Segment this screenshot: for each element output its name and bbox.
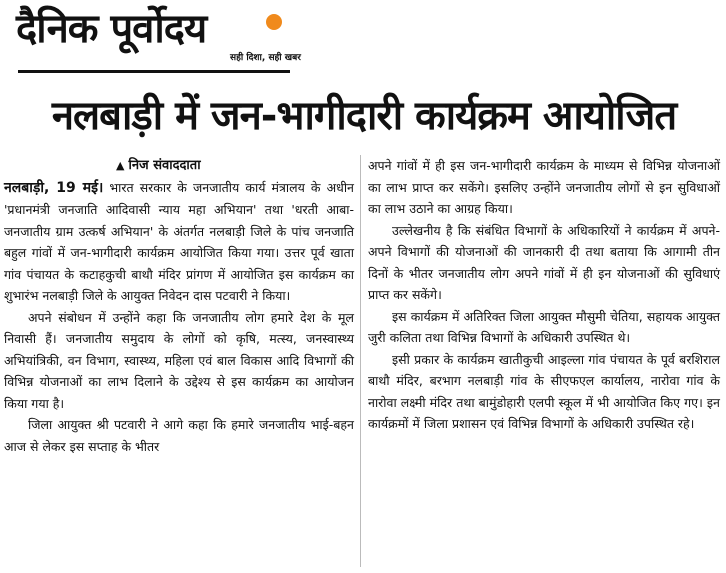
paragraph	[4, 177, 354, 307]
paragraph: इस कार्यक्रम में अतिरिक्त जिला आयुक्त मौसुमी चेतिया, सहायक आयुक्त जुरी कलिता तथा विभिन्न विभागों के अधिकारी उपस्थित थे।	[368, 308, 720, 345]
masthead	[8, 4, 301, 74]
paragraph: उल्लेखनीय है कि संबंधित विभागों के अधिकारियों ने कार्यक्रम में अपने-अपने विभागों की योजनाओं की जानकारी दी तथा बताया कि आगामी तीन दिनों के भीतर जनजातीय लोग अपने गांवों में ही इन योजनाओं की सुविधाएं प्राप्त कर सकेंगे।	[368, 222, 720, 302]
byline	[116, 155, 354, 177]
triangle-icon: ▲	[116, 159, 125, 172]
paragraph-text: भारत सरकार के जनजातीय कार्य मंत्रालय के अधीन 'प्रधानमंत्री जनजाति आदिवासी न्याय महा अभियान' तथा 'धरती आबा-जनजातीय ग्राम उत्कर्ष अभियान' के अंतर्गत नलबाड़ी जिले के पांच जनजाति बहुल गांवों में जन-भागीदारी कार्यक्रम आयोजित किया गया। उत्तर पूर्व खाता गांव पंचायत के कटाहकुची बाथौ मंदिर प्रांगण में आयोजित इस कार्यक्रम का शुभारंभ नलबाड़ी जिले के आयुक्त निवेदन दास पटवारी ने किया।	[4, 179, 354, 303]
paragraph: जिला आयुक्त श्री पटवारी ने आगे कहा कि हमारे जनजातीय भाई-बहन आज से लेकर इस सप्ताह के भीतर	[4, 417, 354, 454]
paragraph: अपने गांवों में ही इस जन-भागीदारी कार्यक्रम के माध्यम से विभिन्न योजनाओं का लाभ प्राप्त कर सकेंगे। इसलिए उन्होंने जनजातीय लोगों से इन सुविधाओं का लाभ उठाने का आग्रह किया।	[368, 158, 720, 216]
column-divider	[360, 155, 361, 567]
sun-logo-icon	[266, 14, 282, 30]
article-headline: नलबाड़ी में जन-भागीदारी कार्यक्रम आयोजित	[51, 93, 677, 139]
paragraph: इसी प्रकार के कार्यक्रम खातीकुची आइल्ला गांव पंचायत के पूर्व बरशिराल बाथौ मंदिर, बरभाग नलबाड़ी गांव के सीएफएल कार्यालय, नारोवा गांव के नारोवा लक्ष्मी मंदिर तथा बामुंडोहारी एलपी स्कूल में भी आयोजित किए गए। इन कार्यक्रमों में जिला प्रशासन एवं विभिन्न विभागों के अधिकारी उपस्थित रहे।	[368, 351, 720, 431]
masthead-rule	[18, 70, 290, 73]
newspaper-title: दैनिक पूर्वोदय	[16, 6, 207, 52]
dateline: नलबाड़ी, 19 मई।	[4, 179, 104, 196]
byline-text: निज संवाददाता	[128, 158, 201, 173]
paragraph: अपने संबोधन में उन्होंने कहा कि जनजातीय लोग हमारे देश के मूल निवासी हैं। जनजातीय समुदाय के लोगों को कृषि, मत्स्य, जनस्वास्थ्य अभियांत्रिकी, वन विभाग, स्वास्थ्य, महिला एवं बाल विकास आदि विभागों की विभिन्न योजनाओं का लाभ दिलाने के उद्देश्य से इस कार्यक्रम का आयोजन किया गया है।	[4, 309, 354, 411]
newspaper-tagline: सही दिशा, सही खबर	[230, 53, 301, 63]
article-column-left	[4, 155, 354, 457]
article-column-right	[368, 155, 720, 435]
